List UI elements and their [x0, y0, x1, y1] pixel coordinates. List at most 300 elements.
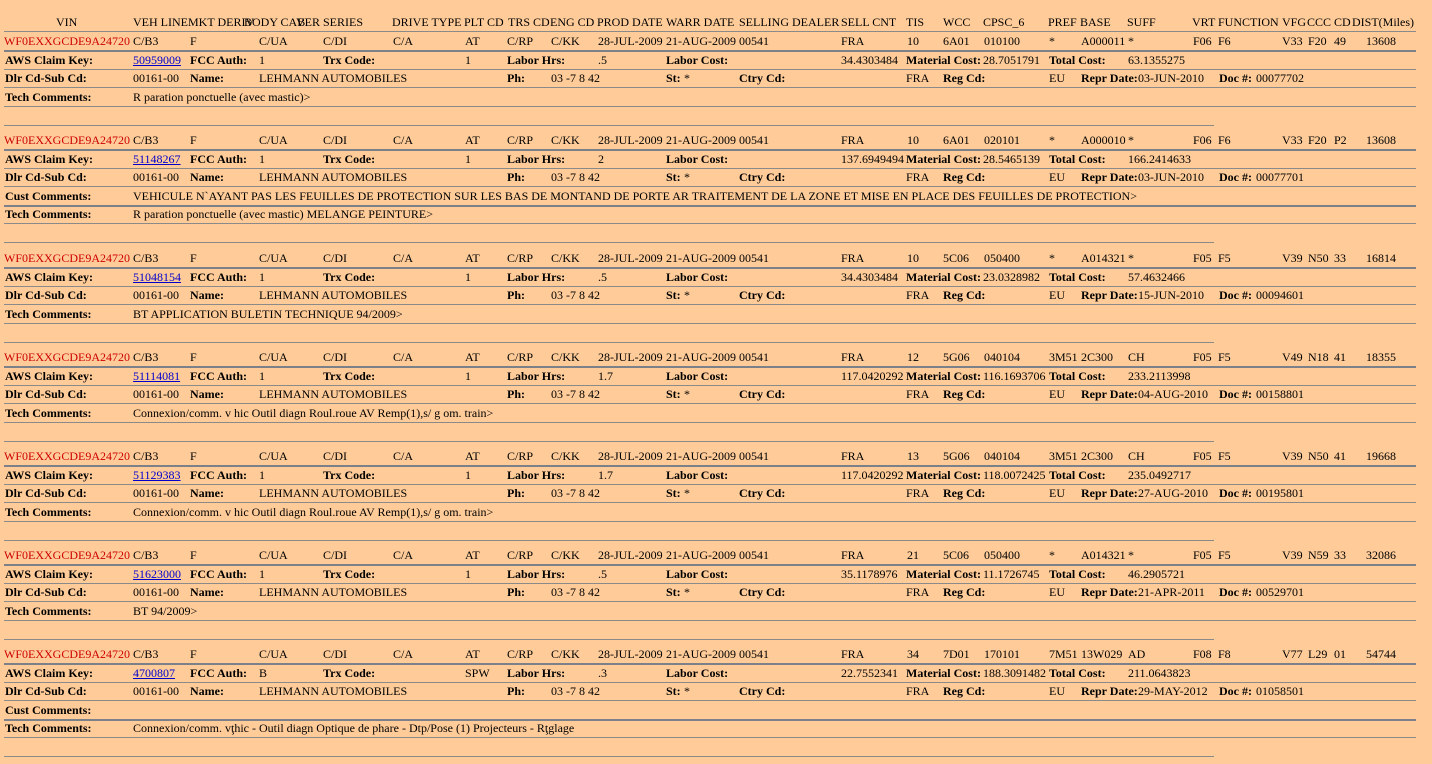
sell-cnt-value: FRA [841, 350, 865, 364]
ver-series-value: C/DI [323, 133, 347, 147]
claim-key-link[interactable]: 50959009 [133, 53, 181, 67]
function-value: F6 [1218, 34, 1231, 48]
fcc-auth-label: FCC Auth: [190, 468, 248, 482]
tis-value: 13 [907, 449, 919, 463]
col-header-vfg: VFG [1282, 15, 1307, 29]
record-divider [4, 267, 1416, 269]
trx-code-label: Trx Code: [323, 369, 376, 383]
st-label: St: [666, 170, 681, 184]
tis-value: 12 [907, 350, 919, 364]
body-cab-value: C/UA [259, 350, 288, 364]
material-cost-value: 28.7051791 [983, 53, 1040, 67]
plt-cd-value: AT [465, 647, 480, 661]
col-header-vin: VIN [56, 15, 78, 29]
body-cab-value: C/UA [259, 133, 288, 147]
vin-value: WF0EXXGCDE9A24720 [4, 449, 130, 463]
aws-claim-key-label: AWS Claim Key: [5, 270, 93, 284]
cpsc-value: 010100 [984, 34, 1020, 48]
record-end-divider [4, 441, 1214, 442]
dist-value: 16814 [1366, 251, 1396, 265]
record-end-divider [4, 342, 1214, 343]
dlr-cd-value: 00161-00 [133, 71, 179, 85]
wcc-value: 5G06 [943, 350, 970, 364]
trs-cd-value: C/RP [507, 548, 534, 562]
col-header-eng-cd: ENG CD [550, 15, 595, 29]
labor-cost-value: 117.0420292 [841, 369, 904, 383]
tis-value: 21 [907, 548, 919, 562]
ctry-cd-value: FRA [906, 684, 930, 698]
cd-value: P2 [1334, 133, 1347, 147]
body-cab-value: C/UA [259, 548, 288, 562]
record-end-divider [4, 639, 1214, 640]
tech-comments-label: Tech Comments: [5, 207, 92, 221]
aws-claim-key-label: AWS Claim Key: [5, 567, 93, 581]
ver-series-value: C/DI [323, 449, 347, 463]
repr-date-label: Repr Date: [1081, 585, 1138, 599]
ph-label: Ph: [507, 71, 525, 85]
claim-key-link[interactable]: 51129383 [133, 468, 181, 482]
warr-date-value: 21-AUG-2009 [666, 548, 736, 562]
st-value: * [684, 684, 690, 698]
tech-comments-value: Connexion/comm. vţhic - Outil diagn Optique de phare - Dtp/Pose (1) Projecteurs - Rţglage [133, 721, 575, 735]
tech-comments-value: BT 94/2009> [133, 604, 198, 618]
reg-cd-value: EU [1049, 486, 1065, 500]
st-label: St: [666, 71, 681, 85]
repr-date-value: 21-APR-2011 [1138, 585, 1205, 599]
material-cost-value: 23.0328982 [983, 270, 1040, 284]
ver-series-value: C/DI [323, 350, 347, 364]
row-divider [4, 601, 1416, 602]
header-divider [4, 31, 1416, 32]
selling-dealer-value: 00541 [739, 251, 769, 265]
tech-comments-value: R paration ponctuelle (avec mastic) MELANGE PEINTURE> [133, 207, 434, 221]
row-divider [4, 737, 1416, 738]
ctry-cd-label: Ctry Cd: [739, 170, 786, 184]
col-header-pref: PREF [1048, 15, 1077, 29]
fcc-auth-value: 1 [259, 53, 265, 67]
material-cost-label: Material Cost: [906, 468, 981, 482]
function-value: F5 [1218, 350, 1231, 364]
ctry-cd-label: Ctry Cd: [739, 288, 786, 302]
reg-cd-label: Reg Cd: [943, 71, 986, 85]
material-cost-label: Material Cost: [906, 666, 981, 680]
base-value: A000010 [1081, 133, 1126, 147]
doc-no-label: Doc #: [1219, 486, 1252, 500]
suff-value: * [1128, 251, 1134, 265]
record-end-divider [4, 540, 1214, 541]
sell-cnt-value: FRA [841, 548, 865, 562]
doc-no-value: 01058501 [1256, 684, 1304, 698]
repr-date-label: Repr Date: [1081, 71, 1138, 85]
sell-cnt-value: FRA [841, 133, 865, 147]
dlr-cd-value: 00161-00 [133, 486, 179, 500]
row-divider [4, 682, 1416, 683]
cust-comments-label: Cust Comments: [5, 703, 92, 717]
body-cab-value: C/UA [259, 647, 288, 661]
prod-date-value: 28-JUL-2009 [598, 449, 663, 463]
st-value: * [684, 486, 690, 500]
prod-date-value: 28-JUL-2009 [598, 34, 663, 48]
ver-series-value: C/DI [323, 548, 347, 562]
wcc-value: 6A01 [943, 133, 970, 147]
trx-code-value: 1 [465, 270, 471, 284]
fcc-auth-value: 1 [259, 567, 265, 581]
wcc-value: 5C06 [943, 548, 970, 562]
material-cost-value: 118.0072425 [983, 468, 1046, 482]
fcc-auth-value: 1 [259, 468, 265, 482]
tis-value: 10 [907, 133, 919, 147]
fcc-auth-label: FCC Auth: [190, 152, 248, 166]
suff-value: CH [1128, 350, 1145, 364]
dealer-name-value: LEHMANN AUTOMOBILES [259, 170, 408, 184]
warr-date-value: 21-AUG-2009 [666, 133, 736, 147]
doc-no-value: 00158801 [1256, 387, 1304, 401]
mkt-deriv-value: F [190, 350, 197, 364]
wcc-value: 7D01 [943, 647, 970, 661]
tech-comments-label: Tech Comments: [5, 90, 92, 104]
row-divider [4, 403, 1416, 404]
fcc-auth-value: 1 [259, 152, 265, 166]
fcc-auth-label: FCC Auth: [190, 369, 248, 383]
vin-value: WF0EXXGCDE9A24720 [4, 34, 130, 48]
total-cost-value: 233.2113998 [1128, 369, 1191, 383]
dealer-name-value: LEHMANN AUTOMOBILES [259, 486, 408, 500]
warr-date-value: 21-AUG-2009 [666, 34, 736, 48]
col-header-dist: DIST(Miles) [1352, 15, 1414, 29]
ccc-value: N18 [1308, 350, 1329, 364]
col-header-trs-cd: TRS CD [508, 15, 550, 29]
ctry-cd-value: FRA [906, 585, 930, 599]
total-cost-label: Total Cost: [1049, 369, 1106, 383]
cd-value: 49 [1334, 34, 1346, 48]
function-value: F5 [1218, 548, 1231, 562]
trx-code-label: Trx Code: [323, 567, 376, 581]
body-cab-value: C/UA [259, 251, 288, 265]
repr-date-value: 29-MAY-2012 [1138, 684, 1208, 698]
doc-no-label: Doc #: [1219, 288, 1252, 302]
claim-key-link[interactable]: 51048154 [133, 270, 181, 284]
labor-cost-label: Labor Cost: [666, 468, 729, 482]
tech-comments-label: Tech Comments: [5, 721, 92, 735]
veh-line-value: C/B3 [133, 350, 159, 364]
record-end-divider [4, 125, 1214, 126]
prod-date-value: 28-JUL-2009 [598, 350, 663, 364]
vin-value: WF0EXXGCDE9A24720 [4, 647, 130, 661]
base-value: A014321 [1081, 548, 1126, 562]
pref-value: * [1049, 34, 1055, 48]
tech-comments-value: BT APPLICATION BULETIN TECHNIQUE 94/2009> [133, 307, 403, 321]
vfg-value: V39 [1282, 449, 1303, 463]
col-header-ccc: CCC [1307, 15, 1332, 29]
ph-value: 03 -7 8 42 [551, 387, 600, 401]
trx-code-label: Trx Code: [323, 666, 376, 680]
row-divider [4, 502, 1416, 503]
repr-date-value: 04-AUG-2010 [1138, 387, 1208, 401]
vin-value: WF0EXXGCDE9A24720 [4, 251, 130, 265]
row-divider [4, 304, 1416, 305]
reg-cd-label: Reg Cd: [943, 585, 986, 599]
cpsc-value: 050400 [984, 548, 1020, 562]
labor-hrs-label: Labor Hrs: [507, 270, 566, 284]
ctry-cd-label: Ctry Cd: [739, 71, 786, 85]
row-divider [4, 286, 1416, 287]
total-cost-value: 235.0492717 [1128, 468, 1191, 482]
reg-cd-value: EU [1049, 71, 1065, 85]
col-header-tis: TIS [906, 15, 924, 29]
repr-date-label: Repr Date: [1081, 684, 1138, 698]
mkt-deriv-value: F [190, 251, 197, 265]
cust-comments-value: VEHICULE N`AYANT PAS LES FEUILLES DE PROTECTION SUR LES BAS DE MONTAND DE PORTE AR TRAITEMENT DE LA ZONE ET MISE EN PLACE DES FEUILLES DE PROTECTION> [133, 189, 1137, 203]
trs-cd-value: C/RP [507, 647, 534, 661]
dist-value: 13608 [1366, 133, 1396, 147]
row-divider [4, 521, 1416, 522]
material-cost-value: 11.1726745 [983, 567, 1040, 581]
eng-cd-value: C/KK [551, 449, 580, 463]
tis-value: 34 [907, 647, 919, 661]
row-divider [4, 87, 1416, 88]
row-divider [4, 323, 1416, 324]
tech-comments-label: Tech Comments: [5, 505, 92, 519]
selling-dealer-value: 00541 [739, 647, 769, 661]
ph-label: Ph: [507, 684, 525, 698]
claim-key-link[interactable]: 51148267 [133, 152, 181, 166]
row-divider [4, 168, 1416, 169]
suff-value: AD [1128, 647, 1146, 661]
veh-line-value: C/B3 [133, 133, 159, 147]
labor-hrs-label: Labor Hrs: [507, 369, 566, 383]
dlr-cd-value: 00161-00 [133, 387, 179, 401]
reg-cd-value: EU [1049, 170, 1065, 184]
eng-cd-value: C/KK [551, 34, 580, 48]
dist-value: 54744 [1366, 647, 1396, 661]
pref-value: 7M51 [1049, 647, 1078, 661]
doc-no-label: Doc #: [1219, 585, 1252, 599]
reg-cd-label: Reg Cd: [943, 486, 986, 500]
name-label: Name: [190, 684, 224, 698]
labor-cost-label: Labor Cost: [666, 53, 729, 67]
record-end-divider [4, 242, 1214, 243]
plt-cd-value: AT [465, 34, 480, 48]
col-header-prod-date: PROD DATE [597, 15, 663, 29]
dealer-name-value: LEHMANN AUTOMOBILES [259, 71, 408, 85]
record-divider [4, 564, 1416, 566]
row-divider [4, 620, 1416, 621]
vin-value: WF0EXXGCDE9A24720 [4, 133, 130, 147]
row-divider [4, 106, 1416, 107]
row-divider [4, 700, 1416, 701]
fcc-auth-value: 1 [259, 270, 265, 284]
name-label: Name: [190, 71, 224, 85]
trx-code-value: 1 [465, 468, 471, 482]
vfg-value: V39 [1282, 548, 1303, 562]
row-divider [4, 186, 1416, 187]
total-cost-label: Total Cost: [1049, 666, 1106, 680]
aws-claim-key-label: AWS Claim Key: [5, 369, 93, 383]
st-label: St: [666, 288, 681, 302]
drive-type-value: C/A [393, 34, 414, 48]
trs-cd-value: C/RP [507, 133, 534, 147]
tech-comments-label: Tech Comments: [5, 406, 92, 420]
trx-code-value: SPW [465, 666, 490, 680]
labor-hrs-label: Labor Hrs: [507, 468, 566, 482]
total-cost-label: Total Cost: [1049, 270, 1106, 284]
st-label: St: [666, 585, 681, 599]
warr-date-value: 21-AUG-2009 [666, 647, 736, 661]
suff-value: * [1128, 34, 1134, 48]
vrt-value: F08 [1193, 647, 1212, 661]
veh-line-value: C/B3 [133, 34, 159, 48]
material-cost-value: 116.1693706 [983, 369, 1046, 383]
reg-cd-label: Reg Cd: [943, 288, 986, 302]
doc-no-label: Doc #: [1219, 684, 1252, 698]
claim-key-link[interactable]: 51623000 [133, 567, 181, 581]
sell-cnt-value: FRA [841, 251, 865, 265]
doc-no-value: 00529701 [1256, 585, 1304, 599]
prod-date-value: 28-JUL-2009 [598, 251, 663, 265]
fcc-auth-label: FCC Auth: [190, 567, 248, 581]
dlr-cd-value: 00161-00 [133, 585, 179, 599]
plt-cd-value: AT [465, 449, 480, 463]
row-divider [4, 484, 1416, 485]
mkt-deriv-value: F [190, 449, 197, 463]
col-header-vrt: VRT [1192, 15, 1216, 29]
selling-dealer-value: 00541 [739, 34, 769, 48]
selling-dealer-value: 00541 [739, 133, 769, 147]
warr-date-value: 21-AUG-2009 [666, 251, 736, 265]
claim-key-link[interactable]: 4700807 [133, 666, 175, 680]
reg-cd-label: Reg Cd: [943, 387, 986, 401]
labor-hrs-label: Labor Hrs: [507, 567, 566, 581]
col-header-selling-dealer: SELLING DEALER [739, 15, 840, 29]
reg-cd-value: EU [1049, 585, 1065, 599]
col-header-drive-type: DRIVE TYPE [392, 15, 462, 29]
col-header-function: FUNCTION [1218, 15, 1279, 29]
drive-type-value: C/A [393, 647, 414, 661]
trx-code-label: Trx Code: [323, 270, 376, 284]
repr-date-value: 15-JUN-2010 [1138, 288, 1204, 302]
material-cost-label: Material Cost: [906, 369, 981, 383]
selling-dealer-value: 00541 [739, 548, 769, 562]
name-label: Name: [190, 387, 224, 401]
doc-no-value: 00094601 [1256, 288, 1304, 302]
reg-cd-value: EU [1049, 387, 1065, 401]
eng-cd-value: C/KK [551, 350, 580, 364]
record-divider [4, 465, 1416, 467]
cd-value: 41 [1334, 350, 1346, 364]
dlr-cd-value: 00161-00 [133, 684, 179, 698]
reg-cd-label: Reg Cd: [943, 170, 986, 184]
vfg-value: V33 [1282, 133, 1303, 147]
ctry-cd-value: FRA [906, 71, 930, 85]
labor-cost-value: 35.1178976 [841, 567, 898, 581]
col-header-plt-cd: PLT CD [464, 15, 504, 29]
vfg-value: V33 [1282, 34, 1303, 48]
vrt-value: F05 [1193, 449, 1212, 463]
selling-dealer-value: 00541 [739, 350, 769, 364]
tech-comments-value: Connexion/comm. v hic Outil diagn Roul.roue AV Remp(1),s/ g om. train> [133, 406, 494, 420]
labor-cost-value: 22.7552341 [841, 666, 898, 680]
dlr-cd-sub-cd-label: Dlr Cd-Sub Cd: [5, 387, 87, 401]
dlr-cd-sub-cd-label: Dlr Cd-Sub Cd: [5, 486, 87, 500]
doc-no-label: Doc #: [1219, 170, 1252, 184]
col-header-sell-cnt: SELL CNT [841, 15, 897, 29]
row-divider [4, 223, 1416, 224]
material-cost-value: 188.3091482 [983, 666, 1046, 680]
col-header-suff: SUFF [1127, 15, 1156, 29]
repr-date-label: Repr Date: [1081, 288, 1138, 302]
trx-code-label: Trx Code: [323, 53, 376, 67]
tech-comments-label: Tech Comments: [5, 307, 92, 321]
labor-cost-value: 117.0420292 [841, 468, 904, 482]
plt-cd-value: AT [465, 133, 480, 147]
row-divider [4, 69, 1416, 70]
ctry-cd-label: Ctry Cd: [739, 585, 786, 599]
ver-series-value: C/DI [323, 34, 347, 48]
row-divider [4, 583, 1416, 584]
ph-label: Ph: [507, 170, 525, 184]
trs-cd-value: C/RP [507, 251, 534, 265]
body-cab-value: C/UA [259, 449, 288, 463]
function-value: F5 [1218, 449, 1231, 463]
claim-key-link[interactable]: 51114081 [133, 369, 181, 383]
dist-value: 13608 [1366, 34, 1396, 48]
function-value: F6 [1218, 133, 1231, 147]
doc-no-label: Doc #: [1219, 387, 1252, 401]
material-cost-value: 28.5465139 [983, 152, 1040, 166]
vin-value: WF0EXXGCDE9A24720 [4, 548, 130, 562]
prod-date-value: 28-JUL-2009 [598, 647, 663, 661]
veh-line-value: C/B3 [133, 647, 159, 661]
veh-line-value: C/B3 [133, 251, 159, 265]
labor-hrs-value: 1.7 [598, 369, 613, 383]
warr-date-value: 21-AUG-2009 [666, 350, 736, 364]
labor-cost-label: Labor Cost: [666, 270, 729, 284]
total-cost-value: 57.4632466 [1128, 270, 1185, 284]
dealer-name-value: LEHMANN AUTOMOBILES [259, 288, 408, 302]
doc-no-value: 00077701 [1256, 170, 1304, 184]
ctry-cd-label: Ctry Cd: [739, 486, 786, 500]
total-cost-label: Total Cost: [1049, 567, 1106, 581]
labor-cost-label: Labor Cost: [666, 666, 729, 680]
repr-date-value: 27-AUG-2010 [1138, 486, 1208, 500]
eng-cd-value: C/KK [551, 133, 580, 147]
tis-value: 10 [907, 34, 919, 48]
suff-value: * [1128, 548, 1134, 562]
plt-cd-value: AT [465, 350, 480, 364]
st-value: * [684, 71, 690, 85]
pref-value: * [1049, 133, 1055, 147]
col-header-cpsc: CPSC_6 [983, 15, 1025, 29]
drive-type-value: C/A [393, 350, 414, 364]
aws-claim-key-label: AWS Claim Key: [5, 53, 93, 67]
vfg-value: V77 [1282, 647, 1303, 661]
ver-series-value: C/DI [323, 251, 347, 265]
sell-cnt-value: FRA [841, 449, 865, 463]
total-cost-value: 63.1355275 [1128, 53, 1185, 67]
ph-value: 03 -7 8 42 [551, 170, 600, 184]
base-value: 2C300 [1081, 350, 1114, 364]
dlr-cd-value: 00161-00 [133, 288, 179, 302]
cd-value: 01 [1334, 647, 1346, 661]
labor-cost-label: Labor Cost: [666, 567, 729, 581]
st-value: * [684, 170, 690, 184]
ctry-cd-value: FRA [906, 387, 930, 401]
row-divider [4, 422, 1416, 423]
tech-comments-value: R paration ponctuelle (avec mastic)> [133, 90, 311, 104]
dist-value: 18355 [1366, 350, 1396, 364]
labor-hrs-value: .3 [598, 666, 607, 680]
dealer-name-value: LEHMANN AUTOMOBILES [259, 585, 408, 599]
